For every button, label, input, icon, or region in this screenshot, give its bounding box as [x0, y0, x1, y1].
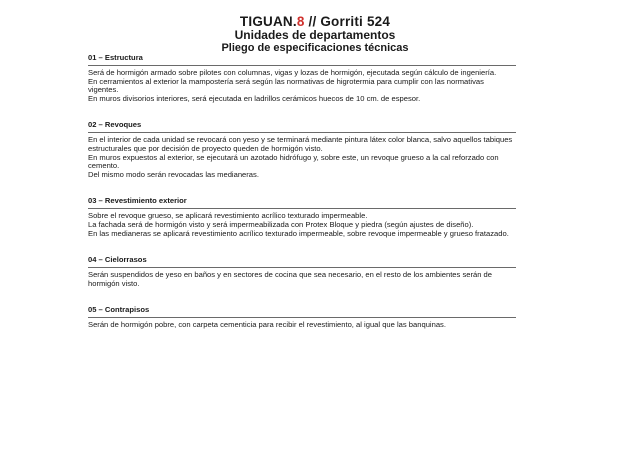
paragraph: Sobre el revoque grueso, se aplicará revestimiento acrílico texturado impermeable.: [88, 211, 368, 221]
document-header: [0, 14, 630, 54]
document-title: [0, 14, 630, 29]
paragraph: En muros divisorios interiores, será ejecutada en ladrillos cerámicos huecos de 10 cm. de espesor.: [88, 93, 421, 103]
document-subtitle-secondary: Pliego de especificaciones técnicas: [221, 42, 409, 54]
section-text: [88, 66, 516, 103]
document-subtitle: Unidades de departamentos: [234, 28, 396, 42]
section-heading: 02 – Revoques: [88, 120, 516, 133]
paragraph: Será de hormigón armado sobre pilotes con columnas, vigas y lozas de hormigón, ejecutada según cálculo de ingeniería.: [88, 68, 497, 77]
section-heading: 01 – Estructura: [88, 53, 516, 66]
section-heading: 05 – Contrapisos: [88, 305, 516, 318]
paragraph: La fachada será de hormigón visto y será impermeabilizada con Protex Bloque y piedra (según ajustes de diseño).: [88, 219, 474, 229]
paragraph: En cerramientos al exterior la mampostería será según las normativas de higrotermia para cumplir con las normativas vigentes.: [88, 76, 484, 95]
section-revoques: [88, 120, 516, 179]
brand-number: 8: [296, 14, 305, 29]
section-contrapisos: [88, 305, 516, 330]
paragraph: En el interior de cada unidad se revocará con yeso y se terminará mediante pintura látex color blanca, salvo aquellos tabiques estructurales que por decisión de proyecto queden de hormigón visto.: [88, 135, 513, 153]
section-revestimiento-exterior: [88, 196, 516, 238]
section-text: [88, 268, 516, 288]
section-text: [88, 318, 516, 330]
section-heading: 04 – Cielorrasos: [88, 255, 516, 268]
section-estructura: [88, 53, 516, 103]
project-address: // Gorriti 524: [304, 14, 391, 29]
paragraph: En muros expuestos al exterior, se ejecutará un azotado hidrófugo y, sobre este, un revoque grueso a la cal reforzado con cemento.: [88, 152, 499, 171]
specifications-body: [88, 53, 516, 330]
paragraph: Serán suspendidos de yeso en baños y en sectores de cocina que sea necesario, en el resto de los ambientes serán de hormigón visto.: [88, 270, 492, 288]
brand-name: TIGUAN.: [239, 14, 297, 29]
section-text: [88, 209, 516, 238]
section-cielorrasos: [88, 255, 516, 288]
section-heading: 03 – Revestimiento exterior: [88, 196, 516, 209]
paragraph: En las medianeras se aplicará revestimiento acrílico texturado impermeable, sobre revoque impermeable y grueso fratazado.: [88, 228, 509, 238]
section-text: [88, 133, 516, 179]
paragraph: Serán de hormigón pobre, con carpeta cementicia para recibir el revestimiento, al igual que las banquinas.: [88, 320, 446, 330]
paragraph: Del mismo modo serán revocadas las medianeras.: [88, 169, 259, 179]
